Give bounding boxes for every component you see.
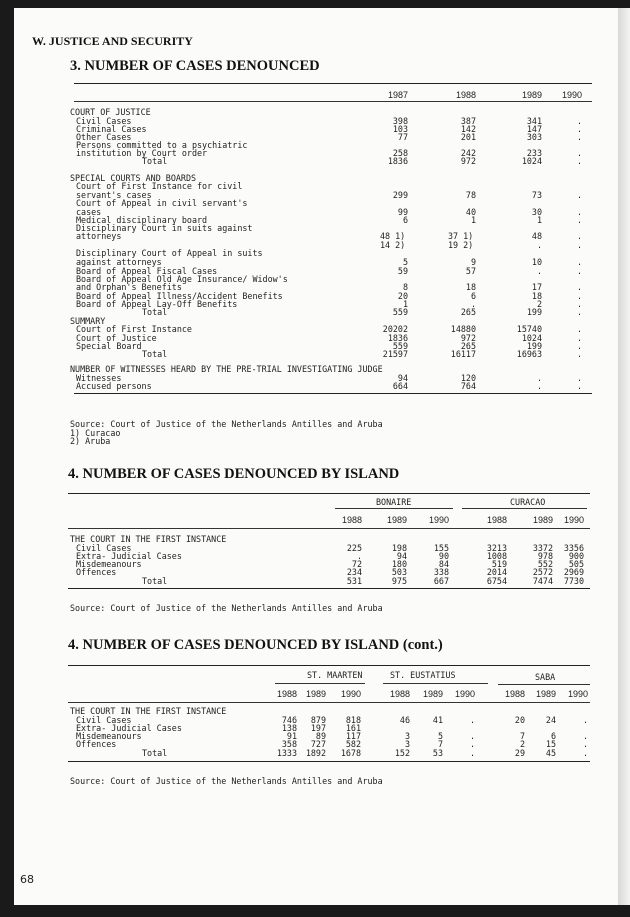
table3-cell: 78 [465,189,476,200]
table4cont-cell: 3 [404,731,410,741]
table3-cell: 48 [531,231,542,241]
table4cont-year-header: 1988 [504,689,525,699]
table4cont-cell: 89 [315,731,326,741]
table3-cell: 972 [460,156,476,166]
table3-cell: 6 [470,290,476,301]
table4-cell: 7474 [532,575,553,586]
table3-cell: 40 [465,206,476,217]
table3-cell: . [576,148,582,158]
table4-cell: . [356,551,362,561]
table3-row-label: servant's cases [76,189,152,200]
table4cont-cell: 41 [432,714,443,725]
table4cont-cell: 46 [399,714,410,725]
table4cont-cell: 582 [345,739,361,749]
table3-header-rule [74,101,592,102]
table3-row-label: Other Cases [76,131,132,142]
table3-source: Source: Court of Justice of the Netherlands Antilles and Aruba [70,419,383,429]
table4cont-cell: . [469,731,475,741]
table3-row-label: Board of Appeal Illness/Accident Benefits [76,290,283,301]
table3-row-label: Medical disciplinary board [76,214,208,225]
table4-row-label: Offences [76,567,117,577]
table3-cell: . [576,123,582,134]
table3-row-label: Court of First Instance [76,324,192,334]
table4cont-cell: 1333 [276,747,297,758]
table3-cell: . [576,332,582,343]
table4cont-cell: . [469,714,475,725]
table3-cell: 18 [465,282,476,292]
table3-row-label: Special Board [76,340,142,351]
table3-cell: 103 [392,123,408,134]
table3-cell: . [576,290,582,301]
table3-cell: 14880 [450,324,476,334]
table3-cell: . [576,156,582,166]
table3-row-label: Civil Cases [76,115,132,126]
table3-cell: . [576,372,582,383]
table4cont-cell: 20 [514,714,525,725]
table4cont-row-label: Extra- Judicial Cases [76,723,182,733]
table3-cell: 18 [531,290,542,301]
table3-cell: . [576,257,582,267]
table4cont-cell: . [582,747,588,758]
table4cont-cell: 161 [345,723,361,733]
table4-cell: 503 [391,567,407,577]
table4-cell: 978 [537,551,553,561]
table4-cell: 3356 [563,542,584,553]
table3-cell: 73 [531,189,542,200]
table3-cell: . [576,380,582,391]
table4-cell: 3372 [532,542,553,553]
table3-footnote-2: 2) Aruba [70,436,111,446]
table3-cell: 57 [465,265,476,276]
table4-cell: 225 [346,542,362,553]
table4-row-label: Civil Cases [76,542,132,553]
table4cont-cell: 879 [310,714,326,725]
table4cont-year-header: 1990 [567,689,588,699]
table3-cell: . [576,239,582,250]
table3-row-label: SUMMARY [70,315,106,326]
table4cont-year-header: 1989 [535,689,556,699]
table3-cell: 9 [470,257,476,267]
table3-year-header: 1987 [387,90,408,100]
table3-cell: . [576,115,582,126]
table4cont-cell: . [582,739,588,749]
table4-cell: 198 [391,542,407,553]
table4cont-cell: 7 [519,731,525,741]
table4cont-cell: 91 [286,731,297,741]
table3-cell: . [576,298,582,309]
table3-cell: 299 [392,189,408,200]
table3-bottom-rule [74,393,592,394]
table3-row-label: attorneys [76,231,122,241]
table3-cell: 559 [392,340,408,351]
table3-year-header: 1989 [521,90,542,100]
table4-cell: 505 [568,559,584,569]
table4cont-cell: . [582,714,588,725]
table4-bottom-rule [68,588,590,589]
table4-year-header: 1989 [386,515,407,525]
table4cont-source: Source: Court of Justice of the Netherlands Antilles and Aruba [70,776,383,786]
table3-cell: 233 [526,148,542,158]
table4cont-row-label: Misdemeanours [76,731,142,741]
table4cont-cell: 727 [310,739,326,749]
table4-cell: 900 [568,551,584,561]
table4cont-cell: 117 [345,731,361,741]
table4-cell: 3213 [486,542,507,553]
table3-cell: 20202 [382,324,408,334]
table4cont-top-rule [68,665,590,666]
table3-row-label: SPECIAL COURTS AND BOARDS [70,173,197,183]
table3-row-label: Disciplinary Court of Appeal in suits [76,248,263,258]
table3-cell: 5 [402,257,408,267]
table3-footnote-1: 1) Curacao [70,427,121,438]
table3-cell: 142 [460,123,476,134]
table3-row-label: cases [76,206,102,217]
table3-cell: 764 [460,380,476,391]
table4-cell: 7730 [563,575,584,586]
table4-group-curacao: CURACAO [510,497,546,507]
table3-cell: 59 [397,265,408,276]
table3-cell: 77 [397,131,408,142]
table3-cell: 1 [402,298,408,309]
table3-cell: . [536,239,542,250]
table4cont-header-rule [68,702,590,703]
table4-source: Source: Court of Justice of the Netherlands Antilles and Aruba [70,603,383,613]
table4-cell: 72 [351,559,362,569]
table3-cell: 199 [526,340,542,351]
table3-cell: . [576,131,582,142]
table3-cell: 120 [460,372,476,383]
table4-year-header: 1989 [532,515,553,525]
table3-cell: 30 [531,206,542,217]
table3-cell: 2 [536,298,542,309]
table3-cell: 21597 [382,348,408,359]
table4-cell: 2572 [532,567,553,577]
table3-row-label: Board of Appeal Lay-Off Benefits [76,298,238,309]
table3-cell: . [576,189,582,200]
table4cont-bottom-rule [68,761,590,762]
table3-row-label: against attorneys [76,257,162,267]
table4cont-cell: 3 [404,739,410,749]
table4-cell: 155 [433,542,449,553]
table4cont-cell: 1892 [305,747,326,758]
table4cont-row-label: THE COURT IN THE FIRST INSTANCE [70,706,227,716]
table3-row-label: Persons committed to a psychiatric [76,139,248,150]
table3-row-label: Board of Appeal Old Age Insurance/ Widow's [76,273,288,284]
table3-cell: 14 2) [380,239,406,250]
table3-cell: 1024 [521,156,542,166]
table3-cell: 1 [470,214,476,225]
table4-header-rule [68,528,590,529]
table4-cell: 6754 [486,575,507,586]
table4cont-group-rule-2 [383,683,488,684]
table3-cell: . [536,380,542,391]
table4-cell: 180 [391,559,407,569]
table4cont-cell: . [469,747,475,758]
section-header: W. JUSTICE AND SECURITY [32,34,193,48]
table3-cell: 664 [392,380,408,391]
table4-cell: 94 [396,551,407,561]
table4cont-year-header: 1989 [305,689,326,699]
table3-row-label: Board of Appeal Fiscal Cases [76,265,218,276]
table3-row-label: and Orphan's Benefits [76,282,182,292]
table4-cell: 667 [433,575,449,586]
page-number: 68 [20,873,34,886]
table3-cell: . [576,348,582,359]
table3-cell: 8 [402,282,408,292]
table4cont-title: 4. NUMBER OF CASES DENOUNCED BY ISLAND (cont.) [68,637,443,653]
table3-row-label: NUMBER OF WITNESSES HEARD BY THE PRE-TRIAL INVESTIGATING JUDGE [70,364,383,374]
table3-row-label: Disciplinary Court in suits against [76,222,253,233]
table3-row-label: Accused persons [76,380,152,391]
table3-cell: 17 [531,282,542,292]
table4cont-year-header: 1988 [276,689,297,699]
table3-row-label: Court of Justice [76,332,157,343]
table4cont-group-saba: SABA [535,672,556,682]
table4-cell: 531 [346,575,362,586]
table4cont-cell: 29 [514,747,525,758]
table3-cell: 1836 [387,156,408,166]
table4cont-cell: 2 [519,739,525,749]
table4-group-rule-1 [335,508,453,509]
table4-cell: 552 [537,559,553,569]
table3-cell: 559 [392,307,408,317]
table4cont-cell: 6 [550,731,556,741]
table4cont-row-label: Offences [76,739,117,749]
table4-cell: 90 [438,551,449,561]
table3-cell: . [576,324,582,334]
table3-row-label: Court of Appeal in civil servant's [76,198,248,208]
table3-cell: 147 [526,123,542,134]
table3-row-label: Witnesses [76,372,122,383]
table3-cell: 387 [460,115,476,126]
table4cont-cell: 1678 [340,747,361,758]
table3-row-label: Total [142,307,168,317]
table4-top-rule [68,493,590,494]
table3-cell: . [576,214,582,225]
table3-cell: . [576,265,582,276]
table3-cell: 6 [402,214,408,225]
table3-cell: 199 [526,307,542,317]
table4cont-cell: 152 [394,747,410,758]
table4cont-row-label: Total [142,747,168,758]
table4cont-cell: 138 [281,723,297,733]
table3-cell: 1 [536,214,542,225]
table4-row-label: Misdemeanours [76,559,142,569]
table3-cell: . [576,307,582,317]
table4cont-cell: 5 [437,731,443,741]
table4-cell: 519 [491,559,507,569]
table3-top-rule [74,83,592,84]
table4-group-bonaire: BONAIRE [376,497,412,507]
table3-cell: 972 [460,332,476,343]
table4-year-header: 1988 [486,515,507,525]
table3-cell: 258 [392,148,408,158]
table3-year-header: 1990 [561,90,582,100]
table3-cell: 341 [526,115,542,126]
table4cont-cell: 45 [545,747,556,758]
table3-cell: 16117 [450,348,476,359]
table4cont-group-st-maarten: ST. MAARTEN [307,670,363,680]
table4-cell: 975 [391,575,407,586]
table4cont-year-header: 1988 [389,689,410,699]
table4cont-cell: . [469,739,475,749]
table4-row-label: Total [142,575,168,586]
table4-title: 4. NUMBER OF CASES DENOUNCED BY ISLAND [68,466,400,482]
table3-cell: 99 [397,206,408,217]
table3-cell: 201 [460,131,476,142]
table3-cell: 94 [397,372,408,383]
table4cont-year-header: 1989 [422,689,443,699]
table3-row-label: Court of First Instance for civil [76,181,243,191]
table3-cell: 16963 [516,348,542,359]
table3-row-label: Total [142,156,168,166]
table4-cell: 234 [346,567,362,577]
table3-year-header: 1988 [455,90,476,100]
table4cont-year-header: 1990 [454,689,475,699]
table4-cell: 2969 [563,567,584,577]
table3-row-label: institution by Court order [76,148,208,158]
table3-cell: 398 [392,115,408,126]
table4cont-cell: 53 [432,747,443,758]
table3-cell: . [576,231,582,241]
table3-cell: 265 [460,307,476,317]
table4-year-header: 1988 [341,515,362,525]
table3-row-label: COURT OF JUSTICE [70,107,151,117]
table3-cell: 20 [397,290,408,301]
table3-cell: 48 1) [380,231,406,241]
table4cont-group-st-eustatius: ST. EUSTATIUS [390,670,456,680]
table4-year-header: 1990 [428,515,449,525]
table4cont-row-label: Civil Cases [76,714,132,725]
table3-cell: 1836 [387,332,408,343]
table4cont-cell: 818 [345,714,361,725]
table3-cell: . [536,372,542,383]
table3-cell: . [576,340,582,351]
table4cont-cell: 24 [545,714,556,725]
table4-cell: 338 [433,567,449,577]
table4cont-cell: 358 [281,739,297,749]
table3-cell: 242 [460,148,476,158]
table4cont-cell: 746 [281,714,297,725]
table4cont-cell: 15 [545,739,556,749]
table3-cell: 15740 [516,324,542,334]
table3-row-label: Criminal Cases [76,123,147,134]
table3-row-label: Total [142,348,168,359]
table3-cell: . [470,298,476,309]
table4-group-rule-2 [462,508,587,509]
table4cont-cell: . [582,731,588,741]
table3-cell: . [576,206,582,217]
table4-cell: 84 [438,559,449,569]
table4-cell: 1008 [486,551,507,561]
table3-cell: . [536,265,542,276]
table4cont-cell: 7 [437,739,443,749]
table4cont-cell: 197 [310,723,326,733]
table4-row-label: THE COURT IN THE FIRST INSTANCE [70,534,227,544]
table4-cell: 2014 [486,567,507,577]
table3-title: 3. NUMBER OF CASES DENOUNCED [70,58,320,74]
table4cont-group-rule-3 [498,684,590,685]
table3-cell: 37 1) [448,231,474,241]
table4cont-year-header: 1990 [340,689,361,699]
table3-cell: 265 [460,340,476,351]
table4-year-header: 1990 [563,515,584,525]
table3-cell: 1024 [521,332,542,343]
table3-cell: 10 [531,257,542,267]
page-edge [618,8,630,905]
table4cont-group-rule-1 [275,683,365,684]
table3-cell: 19 2) [448,239,474,250]
table3-cell: 303 [526,131,542,142]
table4-row-label: Extra- Judicial Cases [76,551,182,561]
table3-cell: . [576,282,582,292]
